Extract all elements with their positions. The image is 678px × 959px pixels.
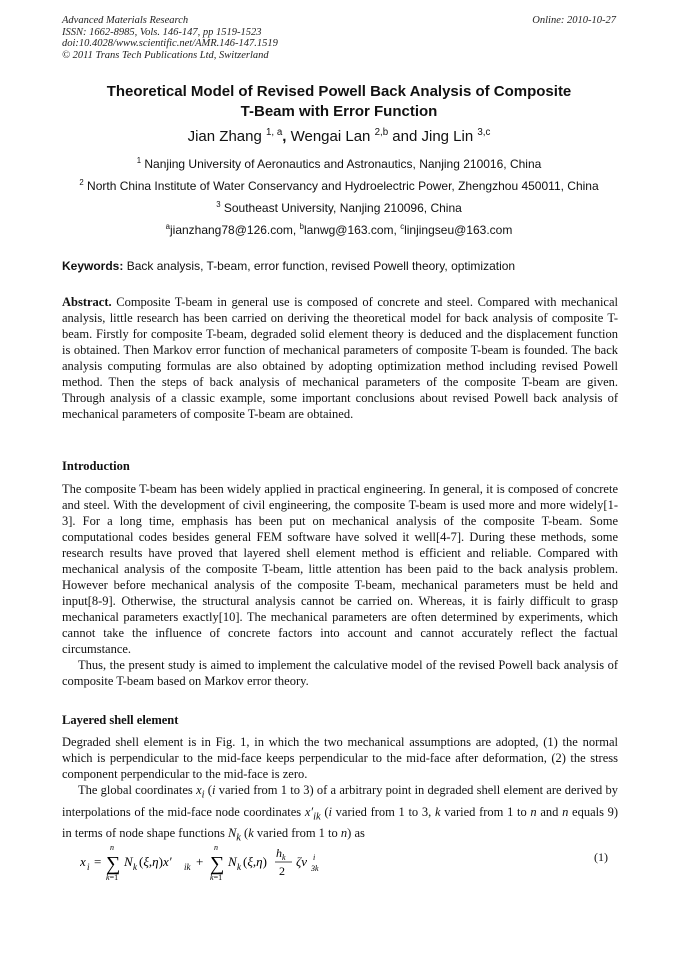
author-comma: , [282, 128, 287, 145]
math-i-2: i [328, 804, 332, 819]
author-list [20, 128, 658, 145]
intro-paragraph-2: Thus, the present study is aimed to implement the calculative model of the revised Powell back analysis of composite T-beam based on Markov error theory. [62, 658, 618, 688]
svg-text:k: k [133, 862, 137, 872]
math-n-3: n [340, 826, 348, 840]
layered-p2-h: ) as [347, 826, 365, 840]
math-n-2: n [562, 804, 569, 819]
svg-text:x: x [80, 854, 86, 869]
abstract-text: Composite T-beam in general use is composed of concrete and steel. Compared with mechanical analysis, little research has been carried on deriving the theoretical model for back analysis of composite T-beam. Firstly for composite T-beam, degraded solid element theory is deduced and the displacement function is obtained. Then Markov error function of mechanical parameters of composite T-beam is founded. The back analysis computing formulas are also obtained by adopting optimization method including revised Powell method. Then the steps of back analysis of mechanical parameters of the composite T-beam are given. Through analysis of a classic example, some important conclusions about revised Powell back analysis of mechanical parameters of composite T-beam are obtained. [62, 295, 618, 421]
svg-text:N: N [124, 854, 133, 869]
svg-text:k=1: k=1 [106, 873, 119, 882]
svg-text:n: n [214, 843, 218, 852]
author-2: Wengai Lan [290, 128, 371, 145]
math-n: n [530, 804, 537, 819]
layered-body [62, 734, 618, 847]
title-line-1: Theoretical Model of Revised Powell Back Analysis of Composite [106, 83, 572, 100]
layered-p2-g: varied from 1 to [256, 826, 338, 840]
layered-paragraph-1: Degraded shell element is in Fig. 1, in which the two mechanical assumptions are adopted, (1) the normal which is perpendicular to the mid-face keeps perpendicular to the mid-face after deformation, (2) the stress component perpendicular to the mid-face is zero. [62, 735, 618, 781]
svg-text:hk: $h_k$ [276, 846, 286, 862]
layered-p2-b: varied from 1 to 3) of a arbitrary point in degraded shell element are derived by interpolations of the mid-face node coordinates [62, 783, 619, 819]
affiliation-2 [20, 179, 658, 193]
affiliation-1-sup: 1 [136, 156, 142, 165]
email-b-sup: b [299, 222, 304, 231]
layered-paragraph-2: The global coordinates $x_i$ (i varied from 1 to 3) of a arbitrary point in degraded shell element are derived by interpolations of the mid-face node coordinates $x'_{ik}$ (i varied from 1 to 3, k varied from 1 to n and n equals 9) in terms of node shape functions $N_k$ (k varied from 1 to n) as [62, 783, 619, 844]
affiliation-3 [20, 201, 658, 215]
abstract-label: Abstract. [62, 295, 112, 309]
issn-line: ISSN: 1662-8985, Vols. 146-147, pp 1519-1523 [62, 26, 262, 38]
email-c-sup: c [400, 222, 405, 231]
math-i: i [211, 783, 216, 797]
svg-text:2: 2 [279, 864, 285, 878]
keywords-label: Keywords: [62, 259, 124, 273]
email-line [20, 223, 658, 237]
svg-text:(ξ,η)x′: (ξ,η)x′ [139, 854, 172, 869]
author-3-sup: 3,c [477, 127, 491, 138]
abstract [62, 294, 618, 422]
section-heading-introduction: Introduction [62, 459, 130, 473]
equation-1-formula [80, 842, 380, 882]
layered-p2-c: varied from 1 to 3, [335, 804, 432, 819]
math-k: k [434, 804, 441, 819]
svg-text:∑: ∑ [210, 853, 225, 875]
intro-paragraph-1: The composite T-beam has been widely applied in practical engineering. In general, it is composed of concrete and steel. With the development of civil engineering, the composite T-beam is used more and more widely[1-3]. For a long time, emphasis has been put on mechanical analysis of the composite T-beam. Some computational codes besides general FEM software have solved it well[4-7]. During these methods, some research results have proved that layered shell element method is efficient and reliable. Compared with mechanical analysis of the composite T-beam, little attention has been paid to the back analysis problem. However before mechanical analysis of the composite T-beam, mechanical parameters must be held and input[8-9]. Otherwise, the structural analysis cannot be carried on. Whereas, it is fairly difficult to grasp mechanical parameters exactly[10]. The mechanical parameters are often determined by experiments, which cannot take the influence of concrete factors into account and cannot accurately reflect the factual circumstance. [62, 482, 618, 656]
svg-text:i: i [87, 862, 90, 872]
affiliation-3-sup: 3 [216, 200, 221, 209]
svg-text:k: k [237, 862, 241, 872]
svg-text:N: N [228, 854, 237, 869]
title-line-2: T-Beam with Error Function [240, 103, 438, 120]
email-c[interactable]: linjingseu@163.com [404, 223, 513, 237]
svg-text:+: + [196, 854, 204, 869]
svg-text:ik: ik [184, 862, 191, 872]
email-b[interactable]: lanwg@163.com, [303, 223, 397, 237]
svg-text:=: = [94, 854, 102, 869]
svg-text:3k: 3k [311, 864, 319, 873]
author-and: and [392, 128, 418, 145]
introduction-body [62, 481, 618, 689]
math-x-i: $x_i$ [196, 783, 205, 801]
section-heading-layered-shell: Layered shell element [62, 713, 179, 727]
layered-p2-e: and [540, 804, 559, 819]
author-2-sup: 2,b [374, 127, 389, 138]
svg-text:n: n [110, 843, 114, 852]
journal-header [62, 15, 278, 61]
doi-line: doi:10.4028/www.scientific.net/AMR.146-147.1519 [62, 38, 278, 49]
email-a-sup: a [165, 222, 170, 231]
author-1: Jian Zhang [187, 128, 262, 145]
online-date: Online: 2010-10-27 [532, 15, 616, 26]
math-N-k: $N_k$ [227, 826, 241, 844]
affiliation-1 [20, 157, 658, 171]
affiliation-1-text: Nanjing University of Aeronautics and Astronautics, Nanjing 210016, China [144, 157, 542, 171]
keywords [62, 258, 618, 274]
svg-text:∑: ∑ [106, 853, 121, 875]
journal-name: Advanced Materials Research [62, 15, 189, 26]
affiliation-2-text: North China Institute of Water Conservancy and Hydroelectric Power, Zhengzhou 450011, China [87, 179, 599, 193]
svg-text:ζv: ζv [296, 854, 308, 869]
layered-p2-d: varied from 1 to [444, 804, 527, 819]
affiliation-3-text: Southeast University, Nanjing 210096, China [223, 201, 462, 215]
keywords-text: Back analysis, T-beam, error function, revised Powell theory, optimization [126, 259, 516, 273]
equation-1 [62, 842, 618, 882]
svg-text:k=1: k=1 [210, 873, 223, 882]
svg-text:i: i [313, 853, 316, 862]
math-x-ik: $x'_{ik}$ [304, 804, 321, 822]
svg-text:(ξ,η): (ξ,η) [243, 854, 267, 869]
copyright-line: © 2011 Trans Tech Publications Ltd, Switzerland [62, 49, 269, 61]
layered-p2-a: The global coordinates [78, 783, 193, 797]
equation-1-number: (1) [594, 850, 608, 864]
email-a[interactable]: jianzhang78@126.com, [169, 223, 297, 237]
layered-p2-f: equals 9) in terms of node shape functions [62, 804, 619, 840]
paper-title [40, 82, 638, 122]
author-1-sup: 1, a [265, 127, 283, 138]
affiliation-2-sup: 2 [79, 178, 84, 187]
author-3: Jing Lin [421, 128, 474, 145]
math-k-2: k [248, 826, 254, 840]
